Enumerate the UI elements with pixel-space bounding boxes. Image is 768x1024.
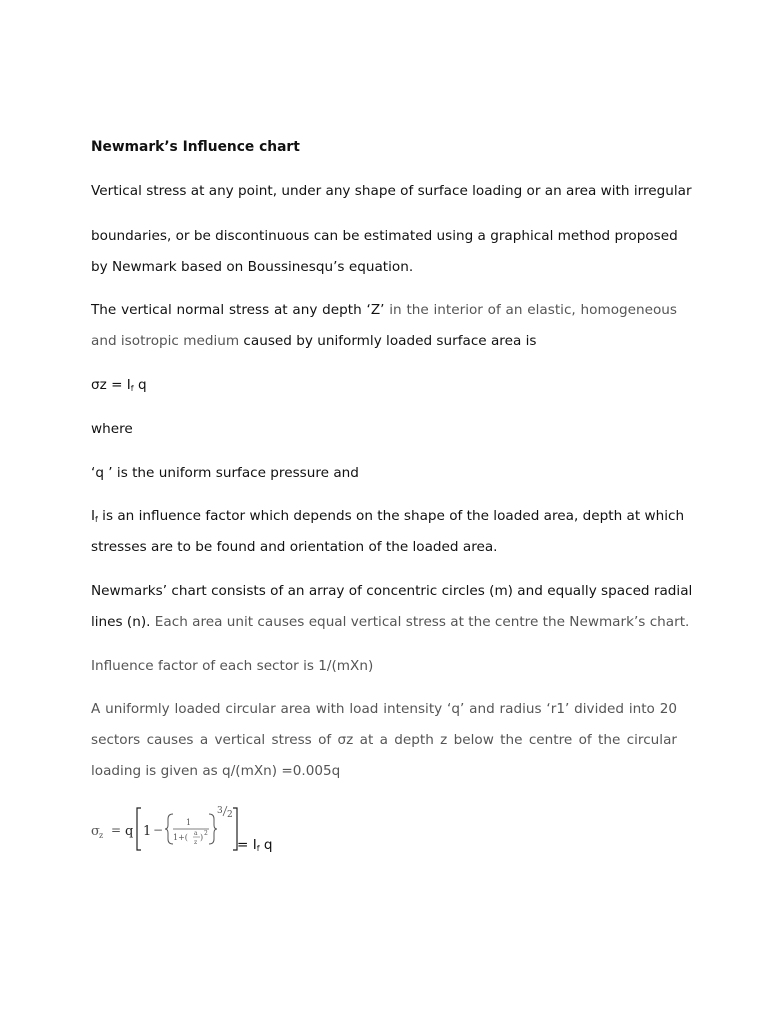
chart-description-line-2: lines (n). Each area unit causes equal vertical stress at the centre the Newmark’s chart. xyxy=(91,614,690,630)
left-bracket xyxy=(137,808,141,850)
circular-area-line-1: A uniformly loaded circular area with load intensity ‘q’ and radius ‘r1’ divided into 20 xyxy=(91,701,677,717)
formula-denominator-power: 2 xyxy=(204,830,208,837)
formula-minus: − xyxy=(153,823,164,837)
influence-factor-sector: Influence factor of each sector is 1/(mXn) xyxy=(91,658,374,674)
formula-one: 1 xyxy=(143,824,152,839)
formula-exponent-denominator: 2 xyxy=(227,810,233,820)
formula-q: q xyxy=(125,824,134,839)
formula-denominator-close: ) xyxy=(200,833,204,842)
boussinesq-formula xyxy=(91,800,391,860)
circular-area-line-3: loading is given as q/(mXn) =0.005q xyxy=(91,763,341,779)
formula-tail: = $I_f$ q xyxy=(237,837,273,853)
formula-graphic xyxy=(91,800,327,860)
formula-denominator-open: 1+( xyxy=(173,833,188,842)
paragraph-boundaries-line-1: boundaries, or be discontinuous can be estimated using a graphical method proposed xyxy=(91,228,678,244)
where-label: where xyxy=(91,421,133,437)
paragraph-normal-stress-line-1: The vertical normal stress at any depth ‘Z’ in the interior of an elastic, homogeneous xyxy=(91,302,677,318)
paragraph-intro-line-1: Vertical stress at any point, under any shape of surface loading or an area with irregular xyxy=(91,183,692,199)
right-brace xyxy=(209,814,217,844)
formula-ratio-z: z xyxy=(194,839,198,846)
influence-factor-definition-line-1: $I_f$ is an influence factor which depends on the shape of the loaded area, depth at which xyxy=(91,508,685,524)
circular-area-line-2: sectors causes a vertical stress of σz at a depth z below the centre of the circular xyxy=(91,732,677,748)
chart-description-line-1: Newmarks’ chart consists of an array of concentric circles (m) and equally spaced radial xyxy=(91,583,693,599)
equation-sigma-z: $\sigma z = I_f$ q xyxy=(91,377,147,393)
formula-sigma-sub: z xyxy=(99,831,104,840)
left-brace xyxy=(165,814,173,844)
formula-ratio-a: a xyxy=(194,830,198,837)
formula-numerator: 1 xyxy=(186,818,192,827)
formula-exponent-numerator: 3 xyxy=(217,806,223,816)
formula-equals: = xyxy=(111,823,122,837)
q-definition: ‘q ’ is the uniform surface pressure and xyxy=(91,465,359,481)
document-title: Newmark’s Influence chart xyxy=(91,139,300,155)
influence-factor-definition-line-2: stresses are to be found and orientation of the loaded area. xyxy=(91,539,498,555)
paragraph-normal-stress-line-2: and isotropic medium caused by uniformly loaded surface area is xyxy=(91,333,537,349)
paragraph-boundaries-line-2: by Newmark based on Boussinesqu’s equation. xyxy=(91,259,414,275)
formula-sigma: σ xyxy=(91,824,100,839)
